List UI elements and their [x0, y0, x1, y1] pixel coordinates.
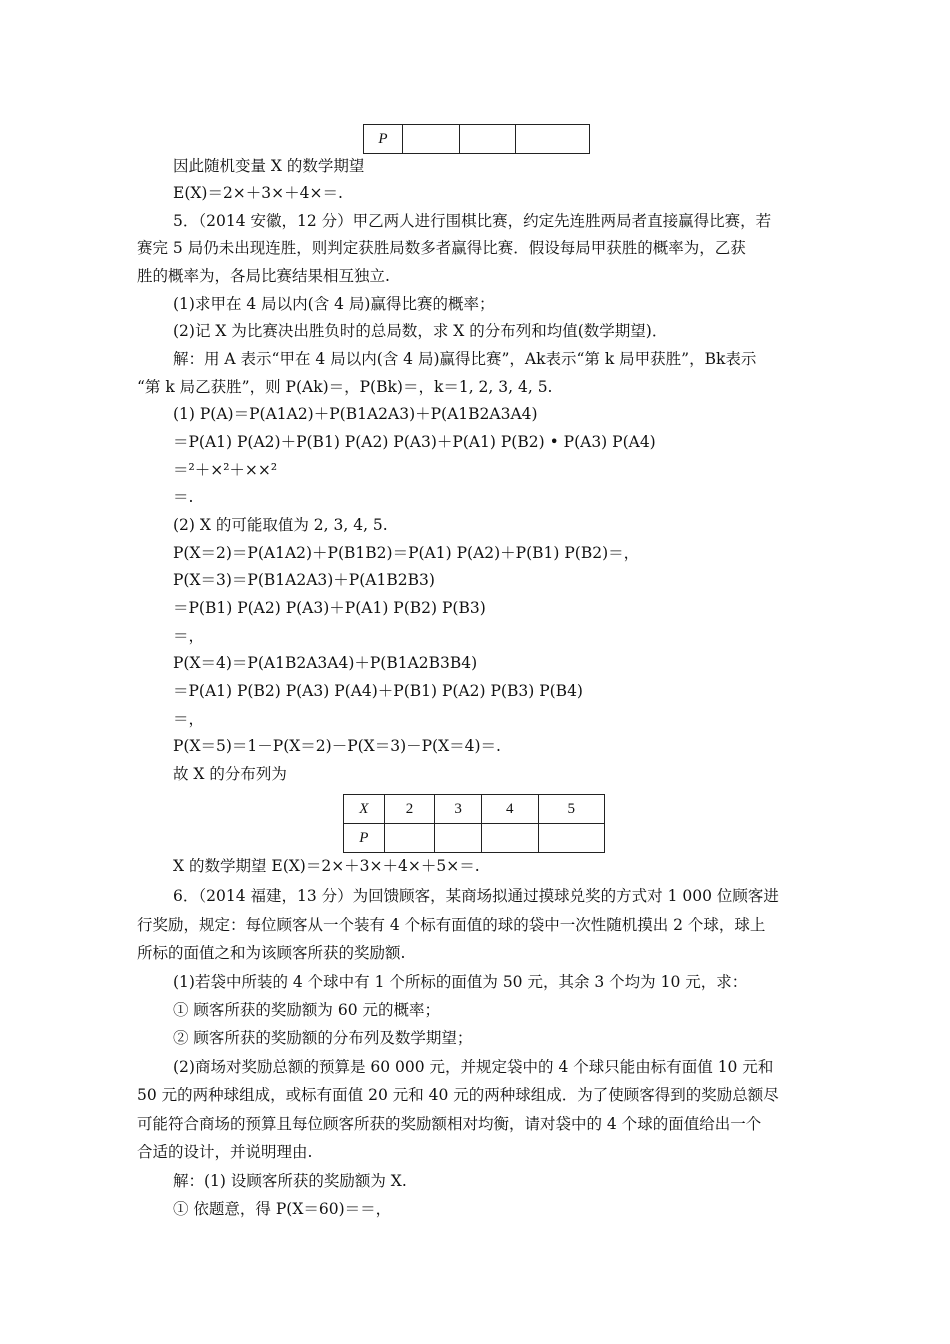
- math-line: X 的数学期望 E(X)＝2×＋3×＋4×＋5×＝.: [173, 857, 480, 875]
- math-line: ＝.: [173, 488, 194, 506]
- math-line: (1) P(A)＝P(A1A2)＋P(B1A2A3)＋P(A1B2A3A4): [173, 405, 538, 423]
- table-header-cell: 3: [435, 795, 482, 824]
- table-cell: [481, 824, 538, 853]
- math-line: P(X＝3)＝P(B1A2A3)＋P(A1B2B3): [173, 571, 435, 589]
- math-line: ＝P(A1) P(B2) P(A3) P(A4)＋P(B1) P(A2) P(B3) P(B4): [173, 682, 583, 700]
- math-line: ＝P(A1) P(A2)＋P(B1) P(A2) P(A3)＋P(A1) P(B2) • P(A3) P(A4): [173, 433, 656, 451]
- math-line: ＝P(B1) P(A2) P(A3)＋P(A1) P(B2) P(B3): [173, 599, 486, 617]
- solution-intro: 解：(1) 设顾客所获的奖励额为 X.: [173, 1172, 407, 1190]
- problem-6-heading: 6．（2014 福建，13 分）为回馈顾客，某商场拟通过摸球兑奖的方式对 1 000 位顾客进: [173, 887, 779, 905]
- math-line: ＝，: [173, 627, 205, 645]
- solution-intro: 解：用 A 表示“甲在 4 局以内(含 4 局)赢得比赛”，Ak表示“第 k 局甲获胜”，Bk表示: [173, 350, 757, 368]
- math-line: ＝²＋×²＋××²: [173, 461, 278, 479]
- math-line: ① 依题意，得 P(X＝60)＝＝，: [173, 1200, 392, 1218]
- text-line: 赛完 5 局仍未出现连胜，则判定获胜局数多者赢得比赛．假设每局甲获胜的概率为，乙获: [137, 239, 746, 257]
- text-line: 合适的设计，并说明理由.: [137, 1143, 313, 1161]
- math-line: P(X＝2)＝P(A1A2)＋P(B1B2)＝P(A1) P(A2)＋P(B1) P(B2)＝，: [173, 544, 640, 562]
- question-part: ① 顾客所获的奖励额为 60 元的概率；: [173, 1001, 441, 1019]
- text-line: 行奖励，规定：每位顾客从一个装有 4 个标有面值的球的袋中一次性随机摸出 2 个球，球上: [137, 916, 766, 934]
- table-header-cell: 4: [481, 795, 538, 824]
- math-line: P(X＝5)＝1－P(X＝2)－P(X＝3)－P(X＝4)＝.: [173, 737, 501, 755]
- table-cell: [402, 125, 459, 154]
- table-row: [344, 824, 605, 853]
- table-row-label: P: [364, 125, 403, 154]
- question-part: ② 顾客所获的奖励额的分布列及数学期望；: [173, 1029, 473, 1047]
- table-cell: [435, 824, 482, 853]
- text-line: 可能符合商场的预算且每位顾客所获的奖励额相对均衡，请对袋中的 4 个球的面值给出一个: [137, 1115, 762, 1133]
- distribution-table-top: [363, 124, 590, 154]
- question-part: (2)商场对奖励总额的预算是 60 000 元，并规定袋中的 4 个球只能由标有面值 10 元和: [173, 1058, 774, 1076]
- math-line: P(X＝4)＝P(A1B2A3A4)＋P(B1A2B3B4): [173, 654, 478, 672]
- table-row-label: P: [344, 824, 385, 853]
- table-header-cell: 5: [538, 795, 605, 824]
- math-line: ＝，: [173, 710, 205, 728]
- table-cell: [538, 824, 605, 853]
- distribution-table-x: [343, 794, 605, 853]
- text-line: “第 k 局乙获胜”，则 P(Ak)＝，P(Bk)＝，k＝1, 2, 3, 4, 5.: [137, 378, 553, 396]
- text-line: 因此随机变量 X 的数学期望: [173, 157, 365, 175]
- table-row: [364, 125, 590, 154]
- problem-5-heading: 5．（2014 安徽，12 分）甲乙两人进行围棋比赛，约定先连胜两局者直接赢得比赛，若: [173, 212, 772, 230]
- math-line: E(X)＝2×＋3×＋4×＝.: [173, 184, 343, 202]
- question-part: (2)记 X 为比赛决出胜负时的总局数，求 X 的分布列和均值(数学期望)．: [173, 322, 668, 340]
- text-line: 50 元的两种球组成，或标有面值 20 元和 40 元的两种球组成．为了使顾客得到的奖励总额尽: [137, 1086, 779, 1104]
- question-part: (1)求甲在 4 局以内(含 4 局)赢得比赛的概率；: [173, 295, 495, 313]
- table-row: [344, 795, 605, 824]
- table-cell: [384, 824, 435, 853]
- table-header-cell: X: [344, 795, 385, 824]
- table-header-cell: 2: [384, 795, 435, 824]
- text-line: 胜的概率为，各局比赛结果相互独立.: [137, 267, 390, 285]
- text-line: (2) X 的可能取值为 2, 3, 4, 5.: [173, 516, 388, 534]
- question-part: (1)若袋中所装的 4 个球中有 1 个所标的面值为 50 元，其余 3 个均为 10 元，求：: [173, 973, 748, 991]
- table-cell: [459, 125, 516, 154]
- text-line: 所标的面值之和为该顾客所获的奖励额.: [137, 944, 406, 962]
- text-line: 故 X 的分布列为: [173, 765, 287, 783]
- table-cell: [516, 125, 590, 154]
